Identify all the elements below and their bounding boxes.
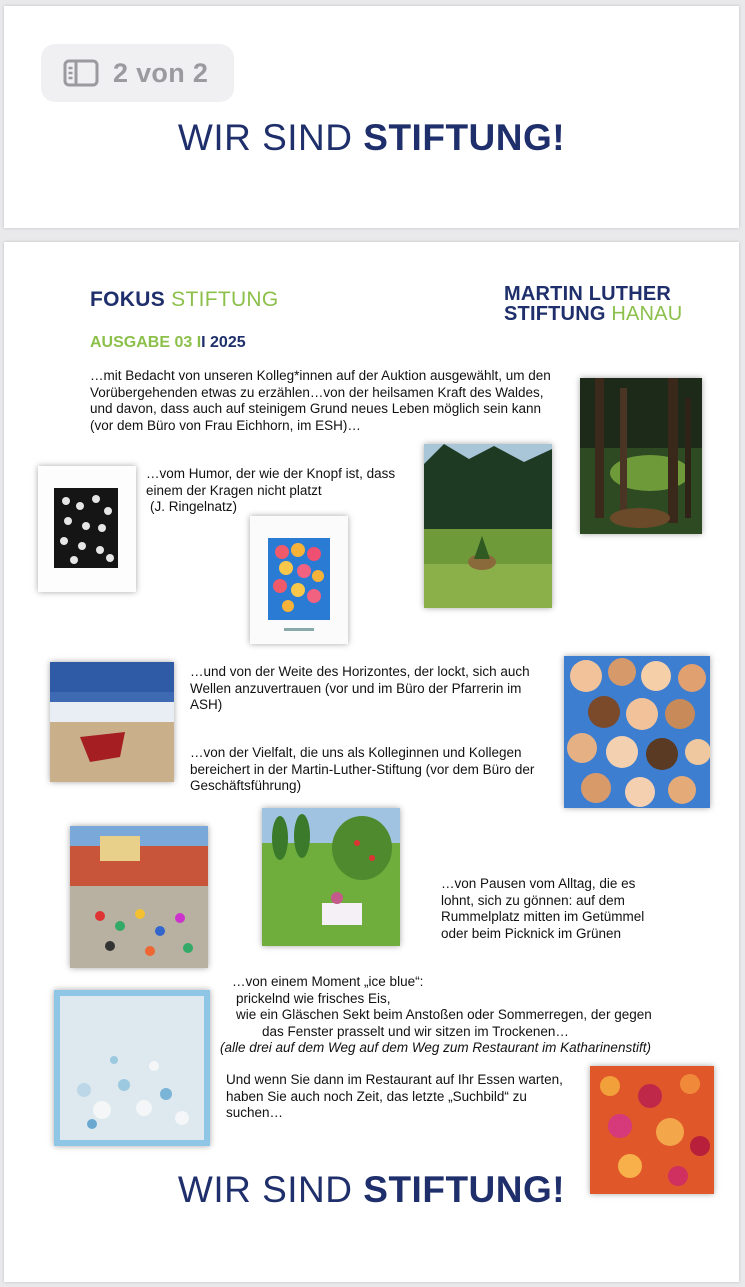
painting-meadow-forest (424, 444, 552, 608)
paragraph-horizon: …und von der Weite des Horizontes, der lockt, sich auch Wellen anzuvertrauen (vor und im Büro der Pfarrerin im ASH) (190, 664, 530, 712)
paragraph-search-picture: Und wenn Sie dann im Restaurant auf Ihr Essen warten, haben Sie auch noch Zeit, das letzte „Suchbild“ zu suchen… (226, 1072, 563, 1120)
painting-diverse-faces (564, 656, 710, 808)
foundation-logo: MARTIN LUTHER STIFTUNG HANAU (504, 283, 683, 325)
painting-buttons-colorful (250, 516, 348, 644)
slogan-top: WIR SIND STIFTUNG! (177, 117, 566, 158)
painting-picnic (262, 808, 400, 946)
page-2 (4, 242, 739, 1282)
painting-dark-forest (580, 378, 702, 534)
newsletter-title: FOKUS STIFTUNG (90, 288, 279, 311)
page-1 (4, 6, 739, 228)
paragraph-location-note: (alle drei auf dem Weg auf dem Weg zum Restaurant im Katharinenstift) (220, 1040, 651, 1055)
edition-label: AUSGABE 03 II 2025 (90, 334, 246, 351)
sidebar-pages-icon (63, 59, 99, 87)
paragraph-diversity: …von der Vielfalt, die uns als Kolleginnen und Kollegen bereichert in der Martin-Luther-Stiftung (vor dem Büro der Geschäftsführung) (190, 745, 535, 793)
page-indicator-button[interactable] (41, 44, 234, 102)
paragraph-forest: …mit Bedacht von unseren Kolleg*innen auf der Auktion ausgewählt, um den Vorübergehenden etwas zu erzählen…von der heilsamen Kraft des Waldes, und davon, dass auch auf steinigem Grund neues Leben möglich sein kann (vor dem Büro von Frau Eichhorn, im ESH)… (90, 368, 551, 433)
slogan-bottom: WIR SIND STIFTUNG! (177, 1169, 566, 1210)
painting-buttons-black (38, 466, 136, 592)
paragraph-breaks: …von Pausen vom Alltag, die es lohnt, sich zu gönnen: auf dem Rummelplatz mitten im Getümmel oder beim Picknick im Grünen (441, 876, 645, 941)
paragraph-humor: …vom Humor, der wie der Knopf ist, dass einem der Kragen nicht platzt (J. Ringelnatz) (146, 466, 396, 514)
painting-beach-boat (50, 662, 174, 782)
painting-ice-blue (54, 990, 210, 1146)
painting-funfair (70, 826, 208, 968)
page-indicator-label: 2 von 2 (113, 57, 209, 88)
paragraph-ice-blue: …von einem Moment „ice blue“: prickelnd wie frisches Eis, wie ein Gläschen Sekt beim Anstoßen oder Sommerregen, der gegen das Fenster prasselt und wir sitzen im Trockenen… (232, 974, 652, 1039)
